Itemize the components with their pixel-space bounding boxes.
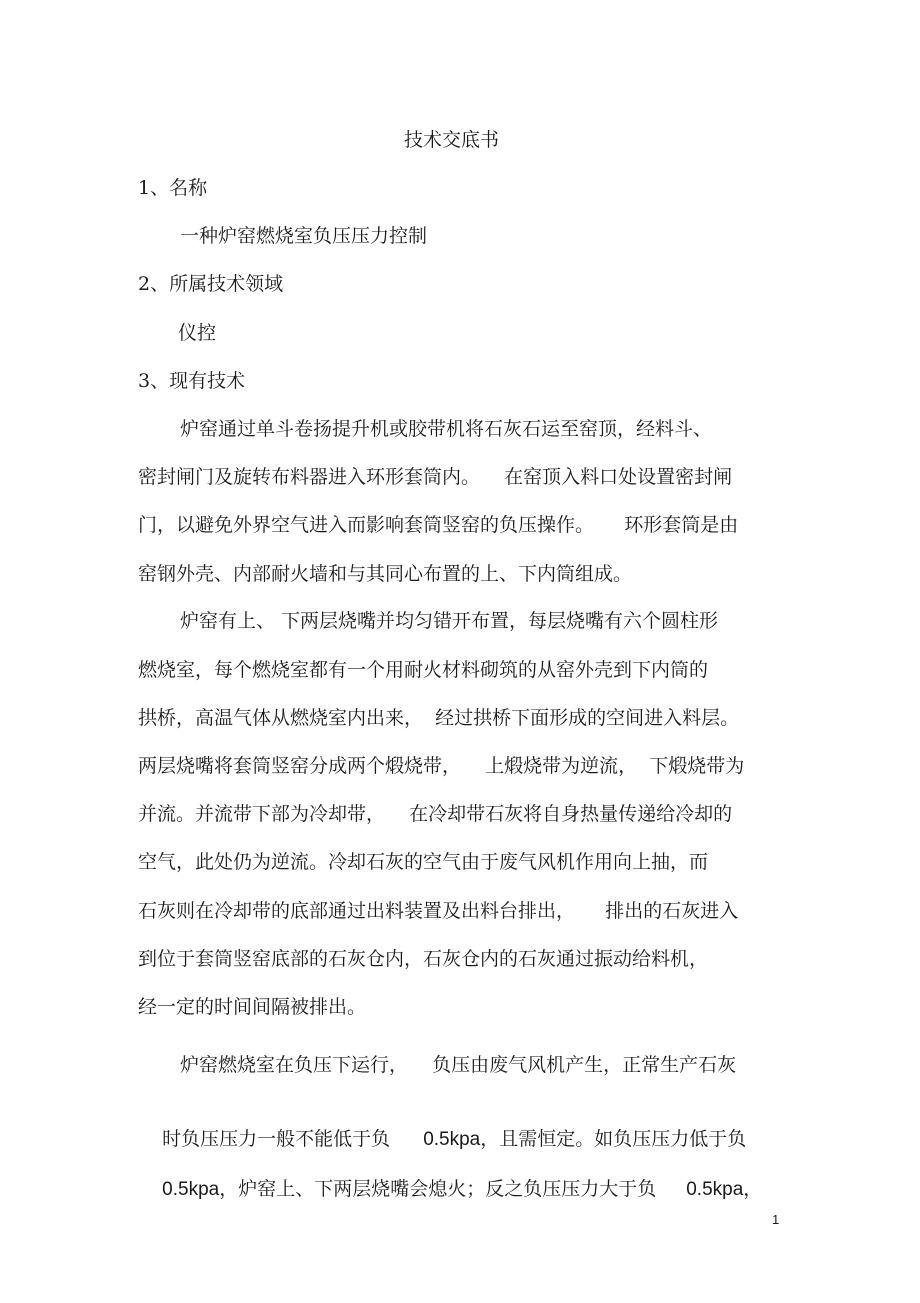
paragraph-line: 密封闸门及旋转布料器进入环形套筒内。 在窑顶入料口处设置密封闸 xyxy=(138,466,733,488)
paragraph-line: 拱桥，高温气体从燃烧室内出来， 经过拱桥下面形成的空间进入料层。 xyxy=(138,707,740,729)
text-run: ， xyxy=(743,1178,763,1200)
text-run: ，且需恒定。如负压压力低于负 xyxy=(480,1128,747,1150)
page-number: 1 xyxy=(772,1212,780,1227)
text-run: 时负压压力一般不能低于负 xyxy=(162,1128,391,1150)
paragraph-line xyxy=(138,1150,762,1229)
paragraph-line: 炉窑燃烧室在负压下运行， 负压由废气风机产生，正常生产石灰 xyxy=(180,1054,737,1076)
text-run: 0.5kpa xyxy=(423,1129,481,1150)
paragraph-line: 到位于套筒竖窑底部的石灰仓内，石灰仓内的石灰通过振动给料机， xyxy=(138,948,709,970)
text-run: 0.5kpa xyxy=(162,1179,220,1200)
paragraph-line: 门，以避免外界空气进入而影响套筒竖窑的负压操作。 环形套筒是由 xyxy=(138,514,739,536)
section-1-heading: 1、名称 xyxy=(138,177,208,199)
section-3-heading: 3、现有技术 xyxy=(138,370,246,392)
section-2-heading: 2、所属技术领域 xyxy=(138,273,284,295)
text-run: 0.5kpa xyxy=(686,1179,744,1200)
paragraph-line: 炉窑有上、 下两层烧嘴并均匀错开布置，每层烧嘴有六个圆柱形 xyxy=(180,610,719,632)
section-1-content: 一种炉窑燃烧室负压压力控制 xyxy=(180,225,428,247)
paragraph-line: 并流。并流带下部为冷却带， 在冷却带石灰将自身热量传递给冷却的 xyxy=(138,803,733,825)
paragraph-line: 经一定的时间间隔被排出。 xyxy=(138,996,367,1018)
paragraph-line: 空气，此处仍为逆流。冷却石灰的空气由于废气风机作用向上抽，而 xyxy=(138,851,709,873)
document-title: 技术交底书 xyxy=(404,129,500,151)
paragraph-line: 石灰则在冷却带的底部通过出料装置及出料台排出， 排出的石灰进入 xyxy=(138,900,739,922)
paragraph-line: 两层烧嘴将套筒竖窑分成两个煅烧带， 上煅烧带为逆流， 下煅烧带为 xyxy=(138,755,745,777)
paragraph-line: 窑钢外壳、内部耐火墙和与其同心布置的上、下内筒组成。 xyxy=(138,563,633,585)
text-run: ，炉窑上、下两层烧嘴会熄火；反之负压压力大于负 xyxy=(219,1178,657,1200)
paragraph-line: 炉窑通过单斗卷扬提升机或胶带机将石灰石运至窑顶，经料斗、 xyxy=(180,418,713,440)
section-2-content: 仪控 xyxy=(178,322,217,344)
paragraph-line: 燃烧室，每个燃烧室都有一个用耐火材料砌筑的从窑外壳到下内筒的 xyxy=(138,659,709,681)
